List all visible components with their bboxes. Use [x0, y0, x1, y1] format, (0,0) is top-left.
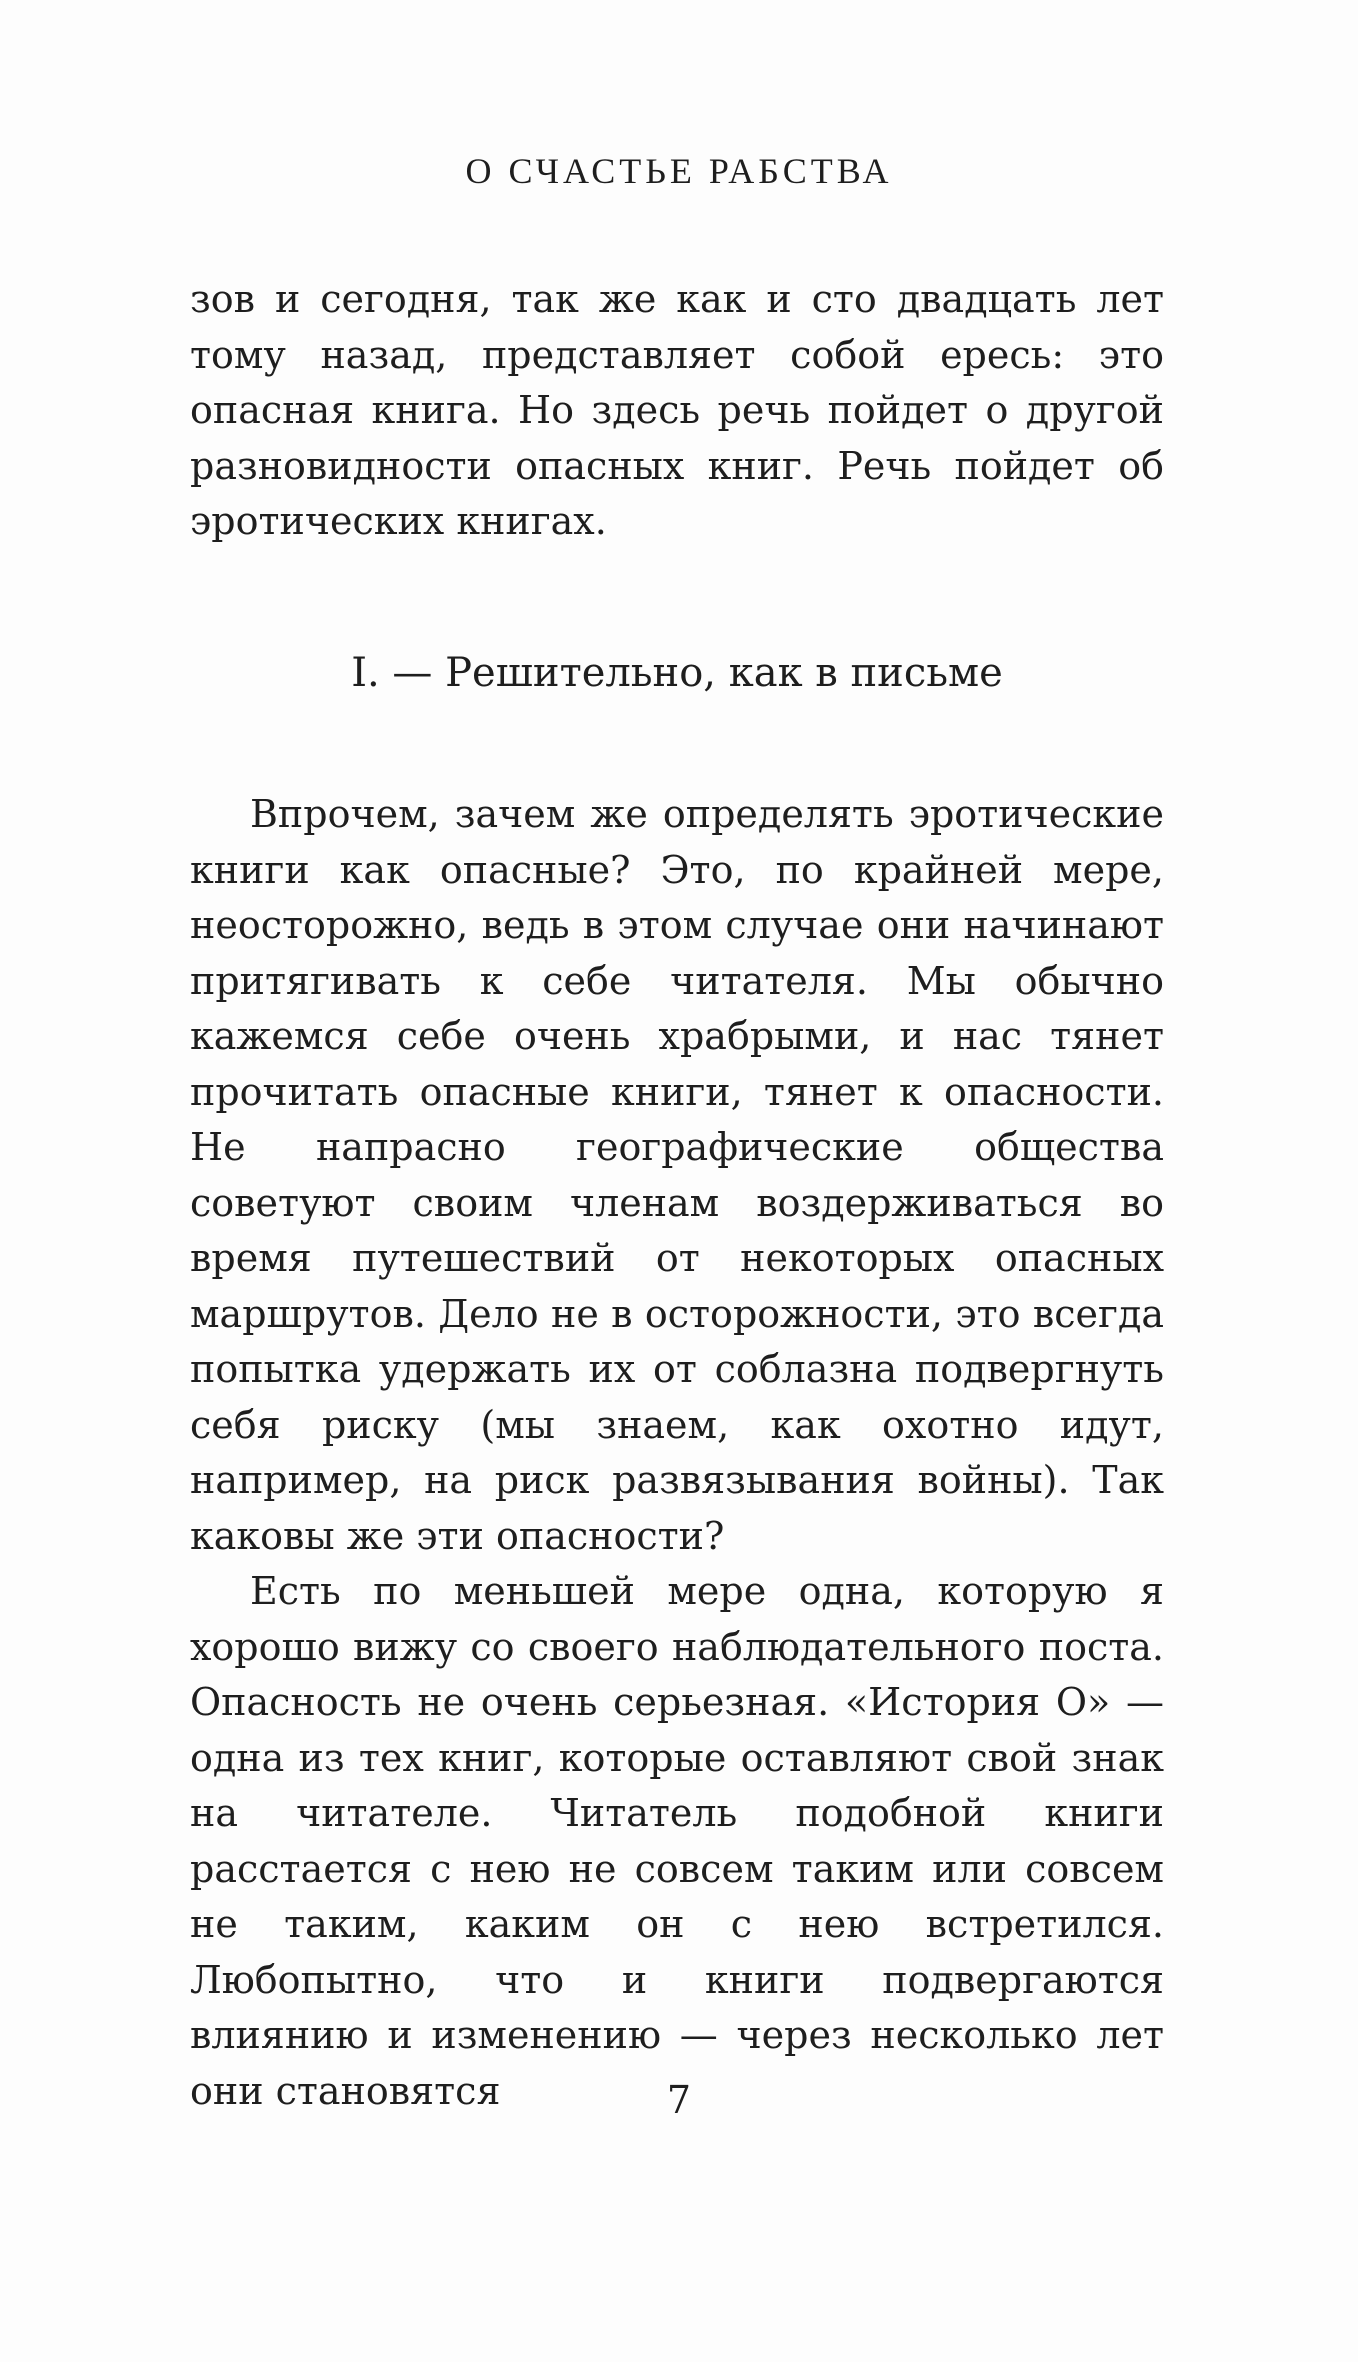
- paragraph-continued: зов и сегодня, так же как и сто двадцать лет тому назад, представляет собой ересь: это опасная книга. Но здесь речь пойдет о другой разновидности опасных книг. Речь пойдет об эротических книгах.: [190, 277, 1164, 543]
- paragraph: Есть по меньшей мере одна, которую я хорошо вижу со своего наблюдательного поста. Опасность не очень серьезная. «История О» — одна из тех книг, которые оставляют свой знак на читателе. Читатель подобной книги расстается с нею не совсем таким или совсем не таким, каким он с нею встретился. Любопытно, что и книги подвергаются влиянию и изменению — через несколько лет они становятся: [190, 1569, 1164, 2113]
- text-block: [190, 272, 1164, 2119]
- paragraph: Впрочем, зачем же определять эротические книги как опасные? Это, по крайней мере, неосторожно, ведь в этом случае они начинают притягивать к себе читателя. Мы обычно кажемся себе очень храбрыми, и нас тянет прочитать опасные книги, тянет к опасности. Не напрасно географические общества советуют своим членам воздерживаться во время путешествий от некоторых опасных маршрутов. Дело не в осторожности, это всегда попытка удержать их от соблазна подвергнуть себя риску (мы знаем, как охотно идут, например, на риск развязывания войны). Так каковы же эти опасности?: [190, 792, 1164, 1558]
- running-head: О СЧАСТЬЕ РАБСТВА: [465, 151, 893, 191]
- page-number: 7: [666, 2078, 692, 2122]
- section-title: I. — Решительно, как в письме: [351, 649, 1003, 696]
